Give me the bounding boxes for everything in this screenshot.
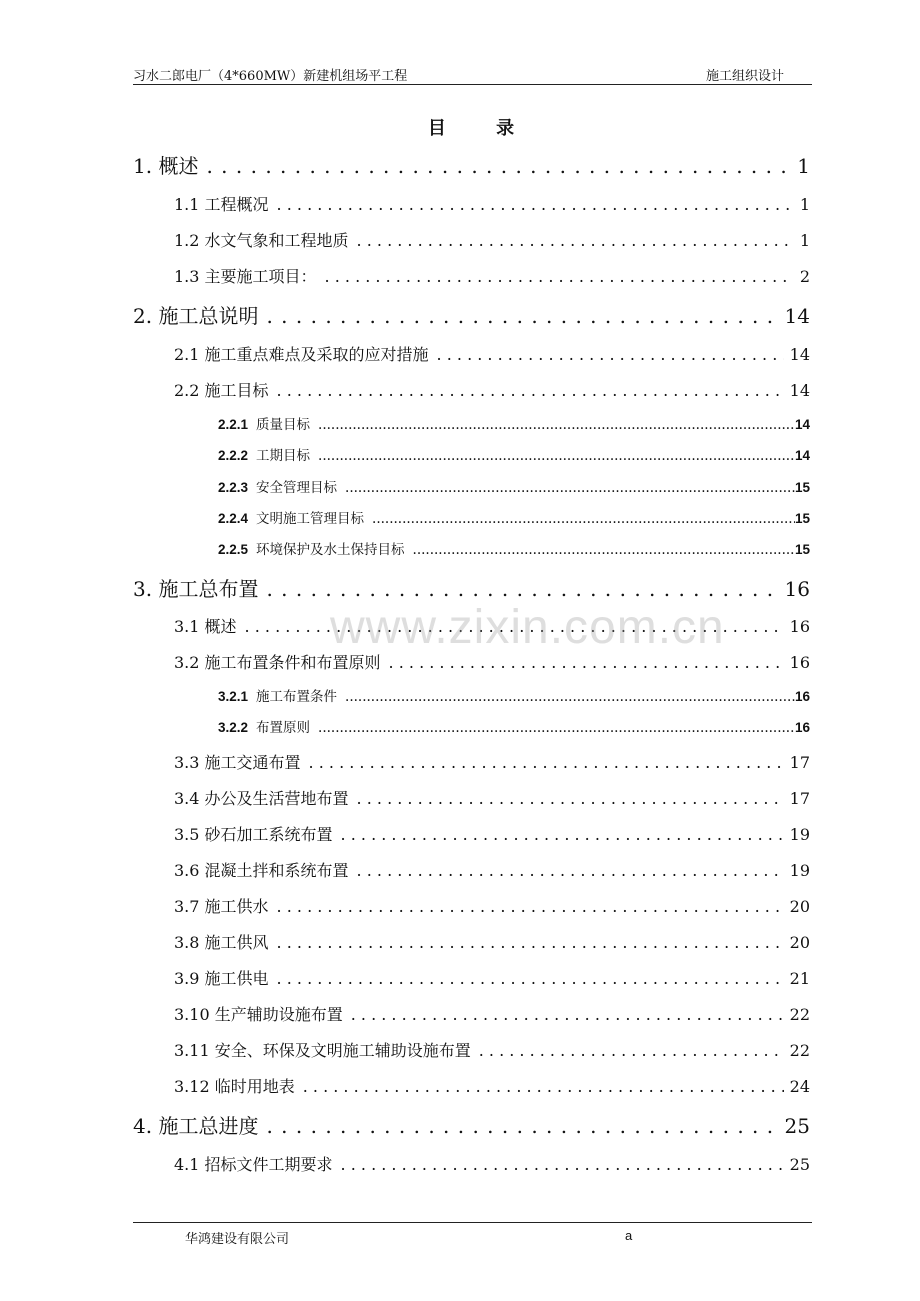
- toc-entry[interactable]: [174, 1002, 810, 1025]
- toc-entry-label: 3.7 施工供水: [174, 897, 269, 916]
- toc-dot-leader: [479, 1041, 784, 1060]
- toc-page-number: 1: [799, 231, 810, 250]
- toc-dot-leader: [413, 542, 795, 558]
- toc-entry-text: 安全管理目标: [256, 480, 338, 496]
- toc-dot-leader: [351, 1005, 784, 1024]
- header-project-title: 习水二郎电厂（4*660MW）新建机组场平工程: [133, 69, 408, 84]
- toc-page-number: 21: [789, 969, 810, 988]
- toc-entry-text: 施工布置条件: [256, 689, 338, 705]
- toc-dot-leader: [266, 304, 778, 328]
- toc-entry[interactable]: [174, 822, 810, 845]
- toc-dot-leader: [325, 267, 794, 286]
- toc-entry-number: 2.2.4: [218, 511, 249, 526]
- toc-page-number: 15: [794, 542, 810, 557]
- toc-entry[interactable]: [174, 1038, 810, 1061]
- toc-entry-number: 3.2.2: [218, 720, 249, 735]
- toc-entry[interactable]: [133, 150, 810, 179]
- toc-entry[interactable]: [218, 413, 810, 433]
- toc-entry-label: 3.1 概述: [174, 617, 237, 636]
- toc-entry[interactable]: [218, 716, 810, 736]
- toc-entry[interactable]: [174, 1074, 810, 1097]
- toc-dot-leader: [357, 789, 784, 808]
- toc-entry-label: 3.10 生产辅助设施布置: [174, 1005, 343, 1024]
- toc-dot-leader: [341, 1155, 784, 1174]
- toc-page-number: 17: [789, 789, 810, 808]
- toc-dot-leader: [277, 933, 784, 952]
- toc-dot-leader: [277, 969, 784, 988]
- toc-entry[interactable]: [174, 750, 810, 773]
- toc-entry-label: 3.4 办公及生活营地布置: [174, 789, 349, 808]
- toc-dot-leader: [318, 448, 795, 464]
- toc-dot-leader: [206, 154, 791, 178]
- toc-entry[interactable]: [174, 192, 810, 215]
- toc-dot-leader: [277, 195, 794, 214]
- toc-entry[interactable]: [218, 507, 810, 527]
- toc-entry-label: 4. 施工总进度: [133, 1114, 259, 1138]
- toc-entry[interactable]: [174, 342, 810, 365]
- toc-entry-label: 3.9 施工供电: [174, 969, 269, 988]
- toc-entry[interactable]: [218, 685, 810, 705]
- toc-entry[interactable]: [133, 573, 810, 602]
- toc-title: 目 录: [427, 118, 537, 139]
- toc-dot-leader: [357, 861, 784, 880]
- toc-page-number: 15: [794, 480, 810, 495]
- toc-entry-number: 2.2.1: [218, 417, 249, 432]
- toc-entry-label: [218, 538, 413, 558]
- toc-dot-leader: [277, 897, 784, 916]
- toc-entry-label: 1.2 水文气象和工程地质: [174, 231, 349, 250]
- toc-entry[interactable]: [174, 378, 810, 401]
- page-footer: [133, 1222, 812, 1247]
- toc-page-number: 14: [784, 304, 810, 328]
- toc-page-number: 16: [789, 617, 810, 636]
- toc-dot-leader: [309, 753, 784, 772]
- toc-entry[interactable]: [218, 444, 810, 464]
- toc-entry-label: [218, 476, 345, 496]
- toc-dot-leader: [357, 231, 794, 250]
- toc-entry-label: 4.1 招标文件工期要求: [174, 1155, 333, 1174]
- toc-entry-label: [218, 507, 372, 527]
- toc-entry-label: [218, 444, 318, 464]
- toc-dot-leader: [341, 825, 784, 844]
- toc-entry-number: 2.2.3: [218, 480, 249, 495]
- toc-page-number: 19: [789, 825, 810, 844]
- toc-entry-number: 2.2.5: [218, 542, 249, 557]
- toc-dot-leader: [389, 653, 784, 672]
- toc-entry-label: 3.11 安全、环保及文明施工辅助设施布置: [174, 1041, 471, 1060]
- toc-dot-leader: [266, 1114, 778, 1138]
- toc-entry-number: 2.2.2: [218, 448, 249, 463]
- toc-entry-label: 3.6 混凝土拌和系统布置: [174, 861, 349, 880]
- toc-page-number: 14: [794, 448, 810, 463]
- toc-page-number: 16: [794, 689, 810, 704]
- toc-dot-leader: [303, 1077, 784, 1096]
- toc-entry-text: 布置原则: [256, 720, 311, 736]
- toc-entry-label: [218, 685, 345, 705]
- toc-page-number: 22: [789, 1005, 810, 1024]
- toc-entry[interactable]: [174, 786, 810, 809]
- toc-entry-text: 质量目标: [256, 417, 311, 433]
- toc-entry[interactable]: [174, 858, 810, 881]
- toc-entry-label: 2.1 施工重点难点及采取的应对措施: [174, 345, 429, 364]
- toc-entry-label: 3.12 临时用地表: [174, 1077, 295, 1096]
- toc-entry[interactable]: [133, 1110, 810, 1139]
- toc-entry-label: 3.5 砂石加工系统布置: [174, 825, 333, 844]
- toc-page-number: 16: [794, 720, 810, 735]
- toc-entry-label: 1.3 主要施工项目：: [174, 267, 317, 286]
- toc-dot-leader: [372, 511, 795, 527]
- footer-company: 华鸿建设有限公司: [185, 1232, 290, 1247]
- toc-entry[interactable]: [174, 966, 810, 989]
- toc-page-number: 20: [789, 933, 810, 952]
- toc-entry-label: 1. 概述: [133, 154, 199, 178]
- toc-dot-leader: [318, 417, 795, 433]
- watermark: www.zixin.com.cn: [330, 601, 725, 654]
- toc-entry-label: 2. 施工总说明: [133, 304, 259, 328]
- toc-entry[interactable]: [218, 538, 810, 558]
- toc-entry[interactable]: [174, 264, 810, 287]
- header-document-type: 施工组织设计: [705, 69, 784, 84]
- page-header: [133, 60, 812, 85]
- toc-dot-leader: [437, 345, 784, 364]
- toc-entry-label: 2.2 施工目标: [174, 381, 269, 400]
- toc-entry[interactable]: [174, 894, 810, 917]
- toc-entry-label: 3. 施工总布置: [133, 577, 259, 601]
- toc-entry-label: 3.3 施工交通布置: [174, 753, 301, 772]
- toc-entry-text: 环境保护及水土保持目标: [256, 542, 405, 558]
- toc-page-number: 24: [789, 1077, 810, 1096]
- toc-entry-label: [218, 716, 318, 736]
- toc-entry[interactable]: [133, 300, 810, 329]
- toc-entry-text: 文明施工管理目标: [256, 511, 365, 527]
- toc-page-number: 15: [794, 511, 810, 526]
- toc-entry[interactable]: [174, 930, 810, 953]
- toc-page-number: 16: [784, 577, 810, 601]
- toc-entry[interactable]: [174, 228, 810, 251]
- toc-dot-leader: [318, 720, 795, 736]
- toc-page-number: 2: [799, 267, 810, 286]
- toc-page-number: 14: [789, 345, 810, 364]
- toc-entry[interactable]: [218, 476, 810, 496]
- toc-entry-label: 3.8 施工供风: [174, 933, 269, 952]
- toc-entry-label: 1.1 工程概况: [174, 195, 269, 214]
- toc-page-number: 25: [789, 1155, 810, 1174]
- toc-page-number: 1: [799, 195, 810, 214]
- toc-dot-leader: [266, 577, 778, 601]
- toc-entry[interactable]: [174, 1152, 810, 1175]
- toc-entry-number: 3.2.1: [218, 689, 249, 704]
- toc-page-number: 20: [789, 897, 810, 916]
- toc-page-number: 19: [789, 861, 810, 880]
- toc-page-number: 14: [789, 381, 810, 400]
- toc-page-number: 22: [789, 1041, 810, 1060]
- toc-page-number: 25: [784, 1114, 810, 1138]
- toc-page-number: 17: [789, 753, 810, 772]
- toc-entry-label: [218, 413, 318, 433]
- toc-entry-label: 3.2 施工布置条件和布置原则: [174, 653, 381, 672]
- toc-page-number: 1: [797, 154, 810, 178]
- toc-dot-leader: [345, 480, 795, 496]
- toc-entry-text: 工期目标: [256, 448, 311, 464]
- toc-dot-leader: [277, 381, 784, 400]
- toc-page-number: 16: [789, 653, 810, 672]
- toc-page-number: 14: [794, 417, 810, 432]
- footer-page-number: a: [625, 1228, 633, 1243]
- toc-dot-leader: [345, 689, 795, 705]
